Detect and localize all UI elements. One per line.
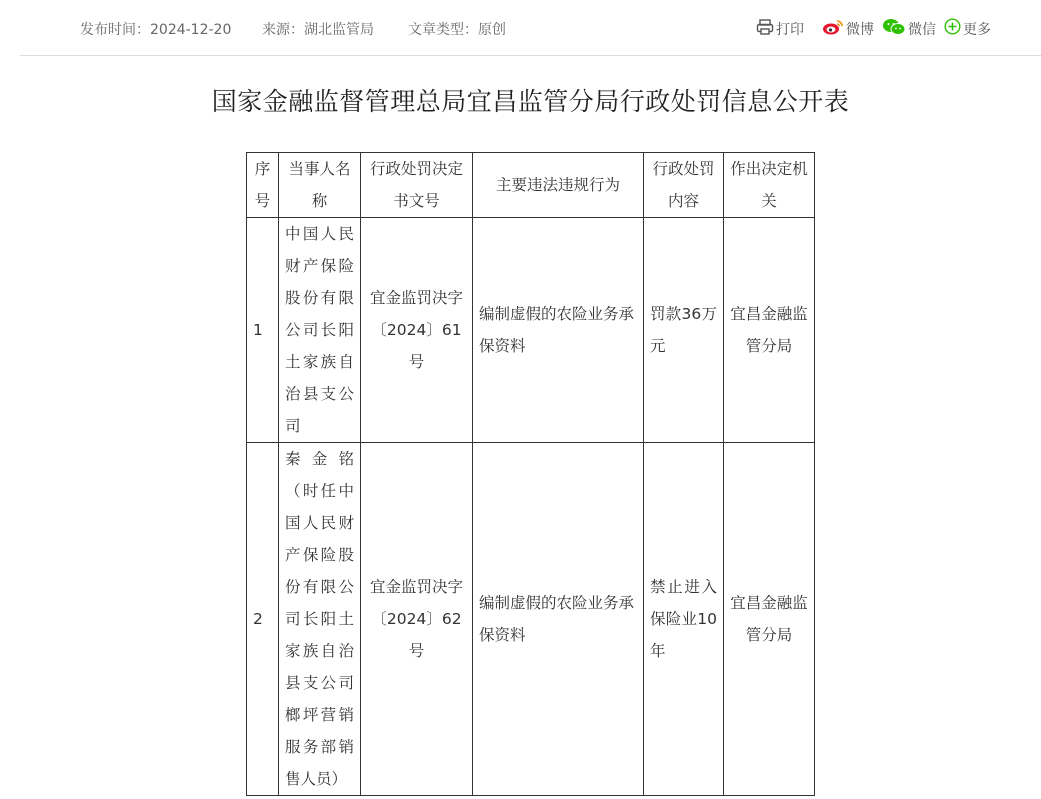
more-share-button[interactable] [944,18,991,39]
header-party: 当事人名称 [279,153,361,218]
decision-authority: 宜昌金融监管分局 [724,443,815,796]
doc-number: 宜金监罚决字〔2024〕62号 [361,443,473,796]
print-label: 打印 [776,22,804,38]
wechat-label: 微信 [908,22,936,38]
page-title: 国家金融监督管理总局宜昌监管分局行政处罚信息公开表 [211,87,850,116]
violation-desc: 编制虚假的农险业务承保资料 [473,443,644,796]
decision-authority: 宜昌金融监管分局 [724,218,815,443]
penalty-table [246,152,815,796]
header-authority: 作出决定机关 [724,153,815,218]
plus-circle-icon [944,18,963,39]
article-meta-bar [0,0,1041,56]
more-label: 更多 [963,21,991,38]
article-type: 文章类型：原创 [408,22,506,38]
table-row [247,443,815,796]
publish-date: 发布时间：2024-12-20 [80,22,232,38]
table-header-row [247,153,815,218]
weibo-share-button[interactable] [822,18,874,40]
doc-number: 宜金监罚决字〔2024〕61号 [361,218,473,443]
header-penalty: 行政处罚内容 [644,153,724,218]
violation-desc: 编制虚假的农险业务承保资料 [473,218,644,443]
party-name: 中国人民财产保险股份有限公司长阳土家族自治县支公司 [279,218,361,443]
header-divider [20,55,1041,56]
article-source: 来源：湖北监管局 [262,22,374,38]
print-button[interactable] [756,18,804,40]
penalty-content: 禁止进入保险业10年 [644,443,724,796]
penalty-content: 罚款36万元 [644,218,724,443]
row-index: 1 [247,218,279,443]
header-doc-number: 行政处罚决定书文号 [361,153,473,218]
header-index: 序号 [247,153,279,218]
printer-icon [756,18,776,40]
table-row [247,218,815,443]
wechat-share-button[interactable] [882,18,936,40]
party-name: 秦金铭（时任中国人民财产保险股份有限公司长阳土家族自治县支公司榔坪营销服务部销售人员） [279,443,361,796]
row-index: 2 [247,443,279,796]
header-violation: 主要违法违规行为 [473,153,644,218]
weibo-label: 微博 [846,22,874,38]
wechat-icon [882,18,908,40]
weibo-icon [822,18,846,40]
